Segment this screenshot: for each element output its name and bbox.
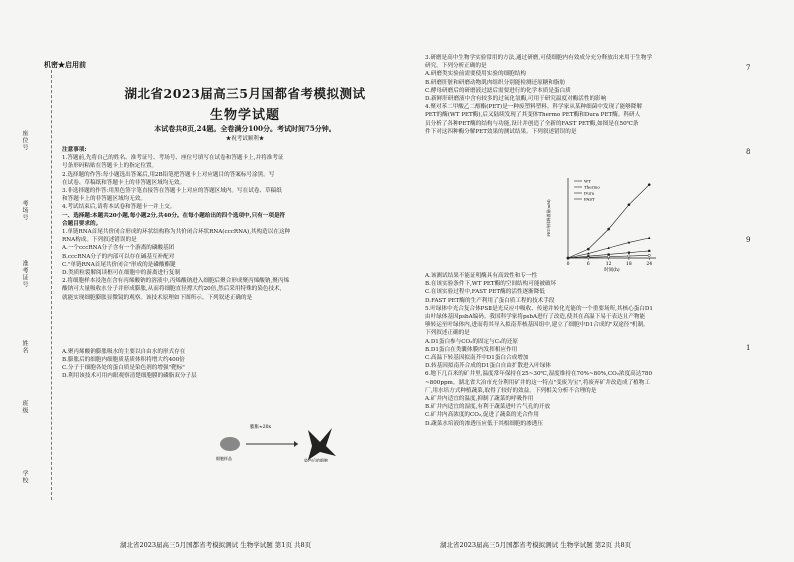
text-line: 由叶绿体基因psbA编码。我国科学家将psbA进行了改造,使其在高温下易于表达且产物能 xyxy=(425,314,646,321)
text-line: 3.研磨是高中生物学实验常用的方法,通过研磨,可使细胞内有效成分充分释放出来用于生物学 xyxy=(425,55,653,61)
data-point xyxy=(587,248,590,251)
data-point xyxy=(607,228,610,231)
exam-info: 本试卷共8页,24题。全卷满分100分。考试时间75分钟。 xyxy=(154,124,336,133)
expanded-cell xyxy=(308,428,336,460)
data-point xyxy=(608,253,610,255)
binding-label: 学校 xyxy=(21,470,28,484)
text-line: 4.聚对苯二甲酸乙二醇酯(PET)是一种废塑料塑料。科学家从某种细菌中发现了能够降解 xyxy=(425,104,643,111)
text-line: 就能实现细胞膨胀显微镜的观察。该技术原理如下图所示。下列叙述正确的是 xyxy=(62,294,253,301)
text-line: 厂,用水培方式种植蔬菜,取得了较好的效益。下列相关分析不合理的是 xyxy=(425,387,597,394)
right-column-bottom xyxy=(425,272,737,428)
y-axis-label: PET单体释放量(mM) xyxy=(546,199,551,237)
x-tick-label: 24 xyxy=(646,262,653,267)
x-tick-label: 0 xyxy=(566,262,570,267)
text-line: D.蔬菜水培液的渗透压应低于其根细胞的渗透压 xyxy=(425,420,543,427)
text-line: 在试卷、草稿纸和答题卡上的非答题区域均无效。 xyxy=(62,179,186,186)
binding-label: 考场号 xyxy=(21,200,28,221)
text-line: 5.叶绿体中光合复合体PSⅡ是光反应中吸收、传递并转化光能的一个重要场所,其核心蛋白D1 xyxy=(425,305,653,312)
text-line: 合题目要求的。 xyxy=(62,220,102,227)
data-point xyxy=(648,250,650,252)
text-line: 4.考试结束后,请将本试卷和答题卡一并上交。 xyxy=(62,204,176,211)
text-line: 2.选择题的作答:每小题选出答案后,用2B铅笔把答题卡上对应题目的答案标号涂黑。写 xyxy=(62,171,275,178)
text-line: D.转基因拟南芥合成的D1蛋白自由扩散进入叶绿体 xyxy=(425,363,551,370)
text-line: A.矿井内适宜的温度,抑制了蔬菜的呼吸作用 xyxy=(425,396,534,403)
text-line: C.高温下转基因拟南芥中D1蛋白合成增加 xyxy=(425,355,529,362)
text-line: B.研磨肝脏和研磨动物肌肉组织分别能检测还原糖和脂肪 xyxy=(425,79,566,86)
text-line: PET的酶(WT PET酶),后又陆续发现了其变体Thermo PET酶和Dura PET酶。科研人 xyxy=(425,112,641,119)
fig-label-stained: 染色后的细胞 xyxy=(304,458,328,462)
binding-label: 座位号 xyxy=(21,130,28,151)
text-line: 酸钠可大量吸收水分子并形成膨胀,从而将细胞直径撑大约20倍,然后采用特殊的染色技术, xyxy=(62,286,282,293)
original-cell xyxy=(220,437,240,451)
text-line: 1.单链RNA首尾共价闭合形成的环状结构称为共价闭合环状RNA(cccRNA),其构造以在这种 xyxy=(62,229,291,236)
binding-label: 姓名 xyxy=(21,340,28,354)
x-tick-label: 18 xyxy=(626,262,632,267)
data-point xyxy=(628,203,631,206)
text-line: 2.将细胞样本浸泡在含有丙烯酸钠的溶液中,丙烯酸钠进入细胞后聚合形成聚丙烯酸钠,聚丙烯 xyxy=(62,278,290,285)
legend-label: Thermo xyxy=(584,184,600,190)
text-line: B.cccRNA分子的内部可以存在碱基互补配对 xyxy=(62,253,175,260)
margin-number: 8 xyxy=(746,148,751,156)
text-line: A.该测试结果不能证明酶具有高效性和专一性 xyxy=(425,273,538,279)
x-axis-label: 时间(h) xyxy=(604,268,620,272)
text-line: B.D1蛋白在类囊体膜内发挥相应作用 xyxy=(425,346,518,353)
text-line: 注意事项: xyxy=(62,147,87,153)
text-line: 员分析了各种PET酶的结构与功能,设计并创造了全新的FAST PET酶,如图是在50℃条 xyxy=(425,120,639,127)
legend-label: WT xyxy=(584,178,591,184)
margin-number: 1 xyxy=(746,344,751,352)
text-line: 够转运至叶绿体内,进而将其导入拟南芥核基因组中,建立了细胞中D1合成的"双途径"机制。 xyxy=(425,322,649,329)
expansion-figure xyxy=(208,420,338,462)
text-line: 3.非选择题的作答:用黑色签字笔直接答在答题卡上对应的答题区域内。写在试卷、草稿纸 xyxy=(62,188,282,195)
confidential-stamp: 机密★启用前 xyxy=(44,60,86,69)
binding-margin xyxy=(16,70,52,500)
text-line: 1.答题前,先将自己的姓名、准考证号、考场号、座位号填写在试卷和答题卡上,并将准考证 xyxy=(62,155,284,162)
left-column xyxy=(62,146,417,381)
text-line: B.在该实验条件下,WT PET酶的空间结构可能被破坏 xyxy=(425,281,557,288)
data-point xyxy=(648,237,651,239)
fig-label-sample: 细胞样品 xyxy=(216,456,232,461)
footer-page-1: 湖北省2023届高三5月国都省考模拟测试 生物学试题 第1页 共8页 xyxy=(120,541,312,549)
text-line: D.利用该技术可用内眼观察清楚细胞膜的磷脂双分子层 xyxy=(62,373,197,380)
text-line: D.类质粒裂解阅读框可在细胞中的游离进行复制 xyxy=(62,270,180,277)
text-line: 下列叙述正确的是 xyxy=(425,330,470,337)
text-line: 研究。下列分析正确的是 xyxy=(425,63,487,70)
text-line: 和答题卡上的非答题区域均无效。 xyxy=(62,196,146,203)
data-point xyxy=(587,255,589,257)
data-point xyxy=(628,252,630,254)
legend-label: Dura xyxy=(584,190,595,196)
text-line: 一、选择题:本题共20小题,每小题2分,共40分。在每小题给出的四个选项中,只有一项是符 xyxy=(62,212,286,219)
text-line: C.在该实验过程中,FAST PET酶的活性逐渐降低 xyxy=(425,289,545,296)
right-column-top xyxy=(425,54,737,136)
data-point xyxy=(648,254,650,256)
good-luck-note: ★祝考试顺利★ xyxy=(225,136,265,142)
text-line: A.聚丙烯酸钠膨胀吸水的主要以自由水的形式存在 xyxy=(62,348,186,355)
text-line: 号条形码粘贴在答题卡上的指定位置。 xyxy=(62,163,158,170)
legend-label: FAST xyxy=(584,196,595,202)
fig-label-expand: 膨胀≈20x xyxy=(250,425,272,430)
data-point xyxy=(628,255,630,257)
text-line: C.矿井内高浓度的CO₂,促进了蔬菜的光合作用 xyxy=(425,412,539,419)
text-line: RNA构成。下列叙述错误的是 xyxy=(62,237,137,244)
x-tick-label: 12 xyxy=(605,262,612,267)
data-point xyxy=(607,255,609,257)
text-line: B.矿井内适宜的湿度,有利于蔬菜进叶片气孔的开放 xyxy=(425,404,551,411)
text-line: C."单链RNA首尾共价闭合"形成的是磷酸酯键 xyxy=(62,261,176,268)
text-line: D.FAST PET酶的生产利用了蛋白质工程的技术手段 xyxy=(425,297,555,304)
margin-number: 9 xyxy=(746,236,751,244)
exam-title: 湖北省2023届高三5月国都省考模拟测试 xyxy=(124,86,366,101)
subject-title: 生物学试题 xyxy=(209,108,280,123)
x-tick-label: 6 xyxy=(586,262,590,267)
text-line: 件下对这四种酶分解PET效果的测试结果。下列叙述错误的是 xyxy=(425,128,577,135)
data-point xyxy=(567,257,570,260)
text-line: C.酵母研磨后的研磨液过滤后需要进行的化学本质是蛋白质 xyxy=(425,87,571,94)
text-line: C.分子于细胞各处的蛋白质是染色剂的增强"靶标" xyxy=(62,365,185,372)
binding-label: 班级 xyxy=(21,400,28,414)
text-line: A.D1蛋白参与CO₂的固定与C₃的还原 xyxy=(425,338,519,345)
text-line: A.研磨类实验前需要使用实验的细胞结构 xyxy=(425,71,526,78)
data-point xyxy=(648,183,651,186)
text-line: A.一个cccRNA分子含有一个游离的磷酸基团 xyxy=(62,245,175,252)
margin-number: 7 xyxy=(746,64,751,72)
text-line: ~800ppm。湖北省大冶市充分利用矿井的这一特点"变废为宝",将废弃矿井改造成了植物工 xyxy=(425,379,650,386)
text-line: B.膨胀后的细胞内细胞质基质体积将增大约400倍 xyxy=(62,357,185,364)
text-line: D.新鲜肝研磨液中含有较多的过氧化氢酶,可用于研究温度对酶活性的影响 xyxy=(425,96,607,103)
pet-enzyme-chart xyxy=(546,172,662,272)
text-line: 6.地下几百米的矿井里,温度常年保持在25~30℃,湿度维持在70%~80%,CO₂浓度高达780 xyxy=(425,371,653,378)
footer-page-2: 湖北省2023届高三5月国都省考模拟测试 生物学试题 第2页 共8页 xyxy=(440,541,632,549)
binding-label: 准考证号 xyxy=(21,260,28,288)
arrow-head xyxy=(294,441,298,447)
